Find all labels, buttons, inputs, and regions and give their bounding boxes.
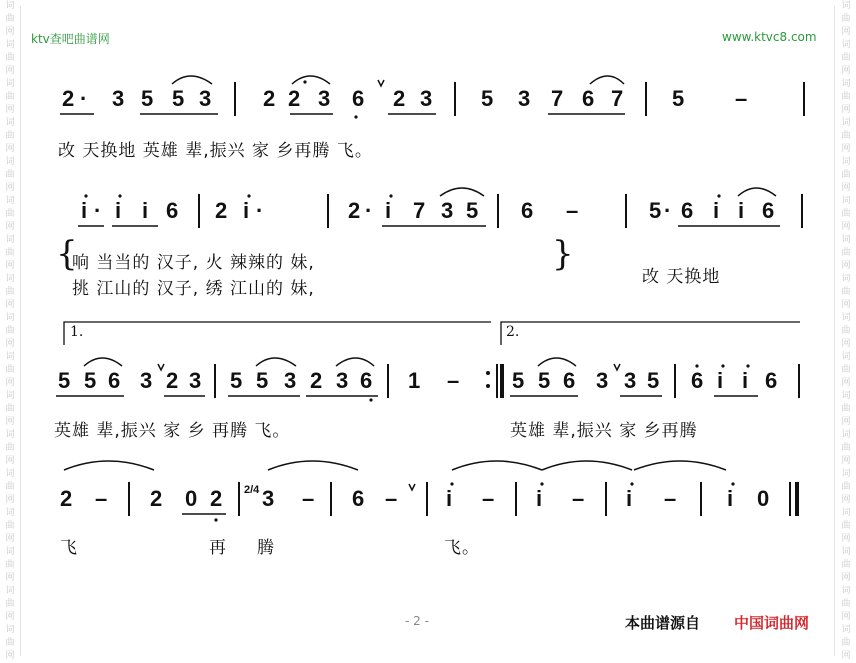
watermark-char: 网 [5, 534, 15, 544]
note: i [81, 198, 88, 223]
watermark-char: 曲 [841, 248, 851, 258]
watermark-char: 曲 [841, 14, 851, 24]
note: 1 [408, 368, 421, 393]
note: i [727, 486, 734, 511]
dash: – [302, 486, 315, 511]
watermark-char: 词 [841, 196, 851, 206]
watermark-char: 词 [5, 508, 15, 518]
lyrics-line-3a: 英雄 辈,振兴 家 乡 再腾 飞。 [54, 421, 291, 441]
lyrics-line-3b: 英雄 辈,振兴 家 乡再腾 [510, 421, 698, 441]
note: i [738, 198, 745, 223]
note: 6 [352, 86, 365, 111]
lyrics-line-2b: 挑 江山的 汉子, 绣 江山的 妹, [72, 279, 315, 299]
note: 3 [518, 86, 531, 111]
watermark-char: 网 [841, 456, 851, 466]
watermark-char: 词 [5, 118, 15, 128]
watermark-char: 网 [5, 222, 15, 232]
dot: · [256, 198, 264, 223]
watermark-char: 词 [5, 430, 15, 440]
watermark-char: 词 [5, 274, 15, 284]
note: 3 [318, 86, 331, 111]
watermark-char: 词 [5, 1, 15, 11]
volta-2-label: 2. [506, 324, 520, 340]
lyrics-line-2a: 响 当当的 汉子, 火 辣辣的 妹, [72, 253, 315, 273]
watermark-char: 词 [5, 586, 15, 596]
watermark-char: 曲 [841, 326, 851, 336]
watermark-char: 网 [841, 27, 851, 37]
dot: · [664, 198, 672, 223]
lyric: 腾 [257, 538, 275, 558]
watermark-char: 词 [841, 586, 851, 596]
watermark-char: 曲 [841, 287, 851, 297]
watermark-char: 曲 [841, 560, 851, 570]
watermark-char: 词 [841, 508, 851, 518]
watermark-char: 网 [5, 495, 15, 505]
watermark-char: 网 [5, 417, 15, 427]
volta-1-label: 1. [70, 324, 84, 340]
watermark-char: 曲 [5, 638, 15, 648]
time-signature: 2/4 [244, 484, 260, 496]
watermark-char: 网 [841, 534, 851, 544]
note: 2 [166, 368, 179, 393]
note: 2 [263, 86, 276, 111]
note: 5 [256, 368, 269, 393]
dash: – [566, 198, 579, 223]
watermark-char: 词 [5, 40, 15, 50]
note: 5 [466, 198, 479, 223]
watermark-char: 网 [841, 105, 851, 115]
watermark-char: 网 [5, 300, 15, 310]
note: 2 [288, 86, 301, 111]
note: 7 [551, 86, 564, 111]
watermark-char: 词 [5, 547, 15, 557]
note: 6 [360, 368, 373, 393]
watermark-char: 词 [841, 625, 851, 635]
watermark-char: 曲 [841, 131, 851, 141]
note: 5 [481, 86, 494, 111]
note: 2 [60, 486, 73, 511]
watermark-char: 网 [5, 573, 15, 583]
note: i [446, 486, 453, 511]
watermark-char: 曲 [5, 326, 15, 336]
watermark-char: 网 [841, 66, 851, 76]
watermark-char: 词 [5, 196, 15, 206]
watermark-char: 网 [5, 339, 15, 349]
watermark-char: 词 [841, 391, 851, 401]
watermark-char: 词 [841, 469, 851, 479]
note: 5 [84, 368, 97, 393]
source-site-link[interactable]: 中国词曲网 [734, 614, 810, 632]
rest: 0 [185, 486, 198, 511]
watermark-char: 曲 [5, 53, 15, 63]
watermark-char: 词 [841, 40, 851, 50]
note: 5 [538, 368, 551, 393]
watermark-char: 曲 [841, 404, 851, 414]
watermark-char: 网 [841, 183, 851, 193]
page-number: - 2 - [405, 614, 429, 628]
watermark-char: 网 [841, 222, 851, 232]
watermark-char: 曲 [5, 287, 15, 297]
lyrics-line-1: 改 天换地 英雄 辈,振兴 家 乡再腾 飞。 [58, 141, 373, 161]
watermark-char: 网 [841, 144, 851, 154]
watermark-char: 曲 [841, 599, 851, 609]
watermark-char: 网 [841, 651, 851, 661]
watermark-char: 网 [5, 27, 15, 37]
note: 2 [215, 198, 228, 223]
dash: – [664, 486, 677, 511]
note: 6 [691, 368, 704, 393]
watermark-char: 网 [841, 378, 851, 388]
note: 2 [310, 368, 323, 393]
watermark-char: 词 [5, 313, 15, 323]
watermark-char: 网 [5, 612, 15, 622]
note: 3 [336, 368, 349, 393]
note: 5 [141, 86, 154, 111]
note: 6 [762, 198, 775, 223]
dot: · [94, 198, 102, 223]
note: 3 [140, 368, 153, 393]
watermark-char: 曲 [841, 170, 851, 180]
watermark-char: 词 [841, 547, 851, 557]
note: 7 [413, 198, 426, 223]
note: 6 [765, 368, 778, 393]
note: 6 [681, 198, 694, 223]
watermark-char: 曲 [841, 92, 851, 102]
watermark-char: 网 [5, 651, 15, 661]
dash: – [447, 368, 460, 393]
note: i [713, 198, 720, 223]
dot: · [80, 86, 88, 111]
watermark-char: 网 [5, 261, 15, 271]
watermark-char: 词 [5, 157, 15, 167]
note: i [243, 198, 250, 223]
source-label: 本曲谱源自 [625, 614, 701, 632]
note: 3 [596, 368, 609, 393]
watermark-char: 曲 [5, 521, 15, 531]
watermark-char: 曲 [841, 521, 851, 531]
watermark-char: 曲 [5, 170, 15, 180]
watermark-char: 曲 [5, 209, 15, 219]
watermark-char: 网 [841, 495, 851, 505]
watermark-char: 网 [5, 456, 15, 466]
note: 5 [512, 368, 525, 393]
watermark-char: 曲 [5, 404, 15, 414]
lyric: 再 [209, 538, 227, 558]
watermark-char: 词 [841, 235, 851, 245]
note: 5 [230, 368, 243, 393]
watermark-char: 曲 [841, 638, 851, 648]
watermark-char: 网 [5, 183, 15, 193]
rest: 0 [757, 486, 770, 511]
note: i [142, 198, 149, 223]
watermark-char: 曲 [5, 14, 15, 24]
watermark-char: 曲 [841, 482, 851, 492]
watermark-char: 词 [5, 352, 15, 362]
watermark-char: 网 [841, 300, 851, 310]
lyrics-line-2c: 改 天换地 [642, 267, 721, 287]
header-right-site: www.ktvc8.com [722, 30, 817, 44]
note: 3 [262, 486, 275, 511]
note: 3 [441, 198, 454, 223]
watermark-char: 曲 [841, 53, 851, 63]
lyric: 飞 [60, 538, 78, 558]
note: 6 [352, 486, 365, 511]
watermark-char: 词 [841, 1, 851, 11]
note: 7 [611, 86, 624, 111]
watermark-char: 网 [841, 339, 851, 349]
watermark-char: 词 [5, 235, 15, 245]
watermark-char: 曲 [5, 560, 15, 570]
watermark-char: 曲 [841, 443, 851, 453]
watermark-char: 词 [5, 79, 15, 89]
watermark-char: 网 [841, 417, 851, 427]
watermark-char: 词 [841, 157, 851, 167]
note: i [717, 368, 724, 393]
note: 6 [521, 198, 534, 223]
watermark-char: 曲 [5, 92, 15, 102]
note: 6 [582, 86, 595, 111]
note: 3 [112, 86, 125, 111]
note: i [742, 368, 749, 393]
note: 2 [348, 198, 361, 223]
watermark-char: 曲 [841, 365, 851, 375]
note: 2 [393, 86, 406, 111]
dash: – [572, 486, 585, 511]
lyric: 飞。 [444, 538, 480, 558]
watermark-char: 曲 [841, 209, 851, 219]
watermark-char: 网 [5, 378, 15, 388]
watermark-char: 网 [5, 66, 15, 76]
note: 2 [210, 486, 223, 511]
note: 6 [108, 368, 121, 393]
note: 3 [284, 368, 297, 393]
note: 2 [150, 486, 163, 511]
watermark-char: 曲 [5, 482, 15, 492]
header-left-site: ktv查吧曲谱网 [31, 32, 110, 46]
dash: – [482, 486, 495, 511]
watermark-char: 词 [841, 430, 851, 440]
note: i [115, 198, 122, 223]
watermark-char: 曲 [5, 365, 15, 375]
note: 3 [624, 368, 637, 393]
watermark-char: 曲 [5, 599, 15, 609]
watermark-char: 网 [5, 105, 15, 115]
watermark-char: 曲 [5, 248, 15, 258]
note: 5 [172, 86, 185, 111]
right-lyric-brace: } [552, 234, 574, 274]
note: 6 [563, 368, 576, 393]
watermark-char: 曲 [5, 131, 15, 141]
watermark-char: 词 [841, 274, 851, 284]
watermark-char: 词 [841, 313, 851, 323]
note: 5 [649, 198, 662, 223]
note: i [626, 486, 633, 511]
note: 2 [62, 86, 75, 111]
note: 3 [189, 368, 202, 393]
watermark-char: 曲 [5, 443, 15, 453]
note: 6 [166, 198, 179, 223]
watermark-char: 网 [841, 573, 851, 583]
watermark-char: 词 [841, 352, 851, 362]
note: 5 [672, 86, 685, 111]
dash: – [385, 486, 398, 511]
dot: · [365, 198, 373, 223]
note: i [536, 486, 543, 511]
watermark-char: 网 [841, 612, 851, 622]
watermark-char: 词 [5, 625, 15, 635]
note: 5 [647, 368, 660, 393]
watermark-char: 词 [5, 469, 15, 479]
watermark-char: 词 [5, 391, 15, 401]
note: 3 [420, 86, 433, 111]
note: 5 [58, 368, 71, 393]
watermark-char: 词 [841, 118, 851, 128]
watermark-char: 网 [841, 261, 851, 271]
dash: – [95, 486, 108, 511]
dash: – [735, 86, 748, 111]
watermark-char: 词 [841, 79, 851, 89]
watermark-char: 网 [5, 144, 15, 154]
note: i [385, 198, 392, 223]
left-lyric-brace: { [56, 234, 78, 274]
note: 3 [199, 86, 212, 111]
